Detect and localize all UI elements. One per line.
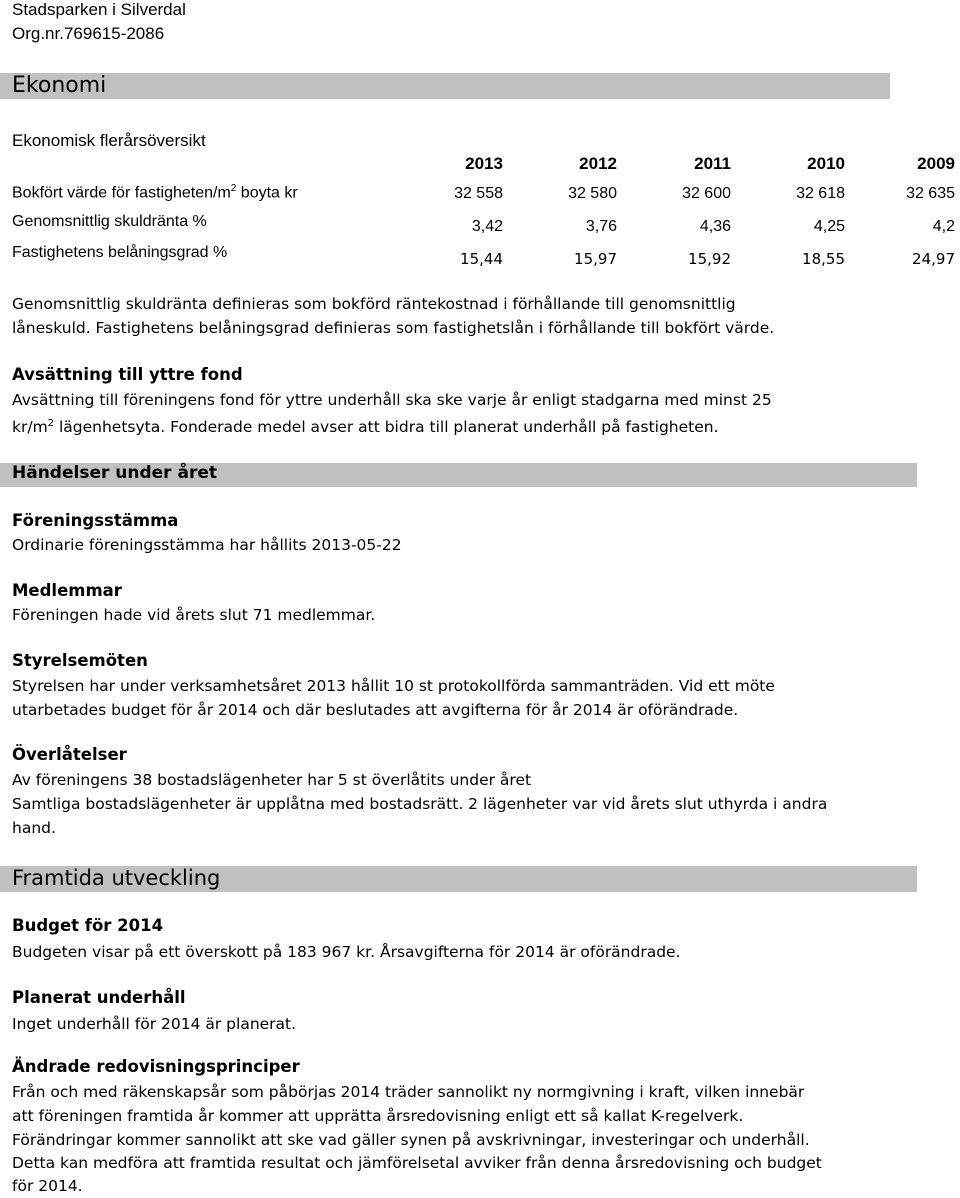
table-cell: 3,42 (471, 218, 503, 235)
row-label-book-value: Bokfört värde för fastigheten/$m^2$ boyta kr (12, 183, 298, 202)
overview-subtitle: Ekonomisk flerårsöversikt (12, 131, 206, 150)
subsection-text: Av föreningens 38 bostadslägenheter har 5 st överlåtits under året (12, 771, 532, 789)
table-cell: 24,97 (912, 250, 955, 268)
table-cell: 15,44 (460, 250, 503, 268)
subsection-heading: Styrelsemöten (12, 651, 148, 670)
subsection-text: Från och med räkenskapsår som påbörjas 2014 träder sannolikt ny normgivning i kraft, vilken innebär (12, 1083, 805, 1101)
table-cell: 32 618 (796, 185, 845, 202)
section-title-ekonomi: Ekonomi (12, 73, 107, 98)
subsection-heading: Planerat underhåll (12, 988, 186, 1007)
year-header: 2011 (694, 154, 731, 173)
org-number: Org.nr.769615-2086 (12, 24, 165, 43)
subsection-text: Budgeten visar på ett överskott på 183 967 kr. Årsavgifterna för 2014 är oförändrade. (12, 943, 681, 961)
year-header: 2012 (579, 154, 617, 173)
fund-heading: Avsättning till yttre fond (12, 365, 243, 384)
subsection-text: hand. (12, 819, 56, 837)
year-header: 2013 (465, 154, 503, 173)
table-cell: 32 580 (568, 185, 617, 202)
subsection-text: Styrelsen har under verksamhetsåret 2013 hållit 10 st protokollförda sammanträden. Vid ett möte (12, 677, 775, 695)
table-cell: 15,92 (688, 250, 731, 268)
section-title-handelser: Händelser under året (12, 463, 217, 483)
subsection-text: utarbetades budget för år 2014 och där beslutades att avgifterna för år 2014 är oförändrade. (12, 701, 739, 719)
table-cell: 4,2 (932, 218, 955, 235)
table-cell: 15,97 (574, 250, 617, 268)
year-header: 2009 (917, 154, 955, 173)
subsection-heading: Medlemmar (12, 581, 122, 600)
subsection-text: för 2014. (12, 1177, 83, 1195)
subsection-text: Samtliga bostadslägenheter är upplåtna med bostadsrätt. 2 lägenheter var vid årets slut uthyrda i andra (12, 795, 828, 813)
row-label-interest: Genomsnittlig skuldränta % (12, 213, 207, 230)
row-label-loan-ratio: Fastighetens belåningsgrad % (12, 244, 228, 261)
definition-note-line: låneskuld. Fastighetens belåningsgrad definieras som fastighetslån i förhållande till bokfört värde. (12, 319, 775, 337)
fund-text-line: Avsättning till föreningens fond för yttre underhåll ska ske varje år enligt stadgarna med minst 25 (12, 391, 772, 409)
table-cell: 4,25 (813, 218, 845, 235)
table-cell: 4,36 (699, 218, 731, 235)
year-header: 2010 (807, 154, 845, 173)
section-band-ekonomi (0, 73, 890, 99)
table-cell: 32 635 (906, 185, 955, 202)
subsection-text: Förändringar kommer sannolikt att ske vad gäller synen på avskrivningar, investeringar och underhåll. (12, 1131, 810, 1149)
subsection-heading: Föreningsstämma (12, 511, 179, 530)
table-cell: 32 558 (454, 185, 503, 202)
subsection-text: att föreningen framtida år kommer att upprätta årsredovisning enligt ett så kallat K-regelverk. (12, 1107, 744, 1125)
section-title-framtida: Framtida utveckling (12, 866, 221, 890)
subsection-heading: Överlåtelser (12, 745, 127, 764)
subsection-text: Detta kan medföra att framtida resultat och jämförelsetal avviker från denna årsredovisning och budget (12, 1154, 822, 1172)
subsection-text: Ordinarie föreningsstämma har hållits 2013-05-22 (12, 536, 402, 554)
subsection-heading: Budget för 2014 (12, 916, 164, 935)
table-cell: 3,76 (585, 218, 617, 235)
table-cell: 32 600 (682, 185, 731, 202)
table-cell: 18,55 (802, 250, 845, 268)
subsection-text: Inget underhåll för 2014 är planerat. (12, 1015, 297, 1033)
subsection-text: Föreningen hade vid årets slut 71 medlemmar. (12, 606, 376, 624)
association-name: Stadsparken i Silverdal (12, 0, 186, 19)
subsection-heading: Ändrade redovisningsprinciper (12, 1057, 300, 1076)
definition-note-line: Genomsnittlig skuldränta definieras som bokförd räntekostnad i förhållande till genomsnittlig (12, 295, 736, 313)
fund-text-line: $kr/m^2$ lägenhetsyta. Fonderade medel avser att bidra till planerat underhåll på fastigheten. (12, 418, 719, 437)
